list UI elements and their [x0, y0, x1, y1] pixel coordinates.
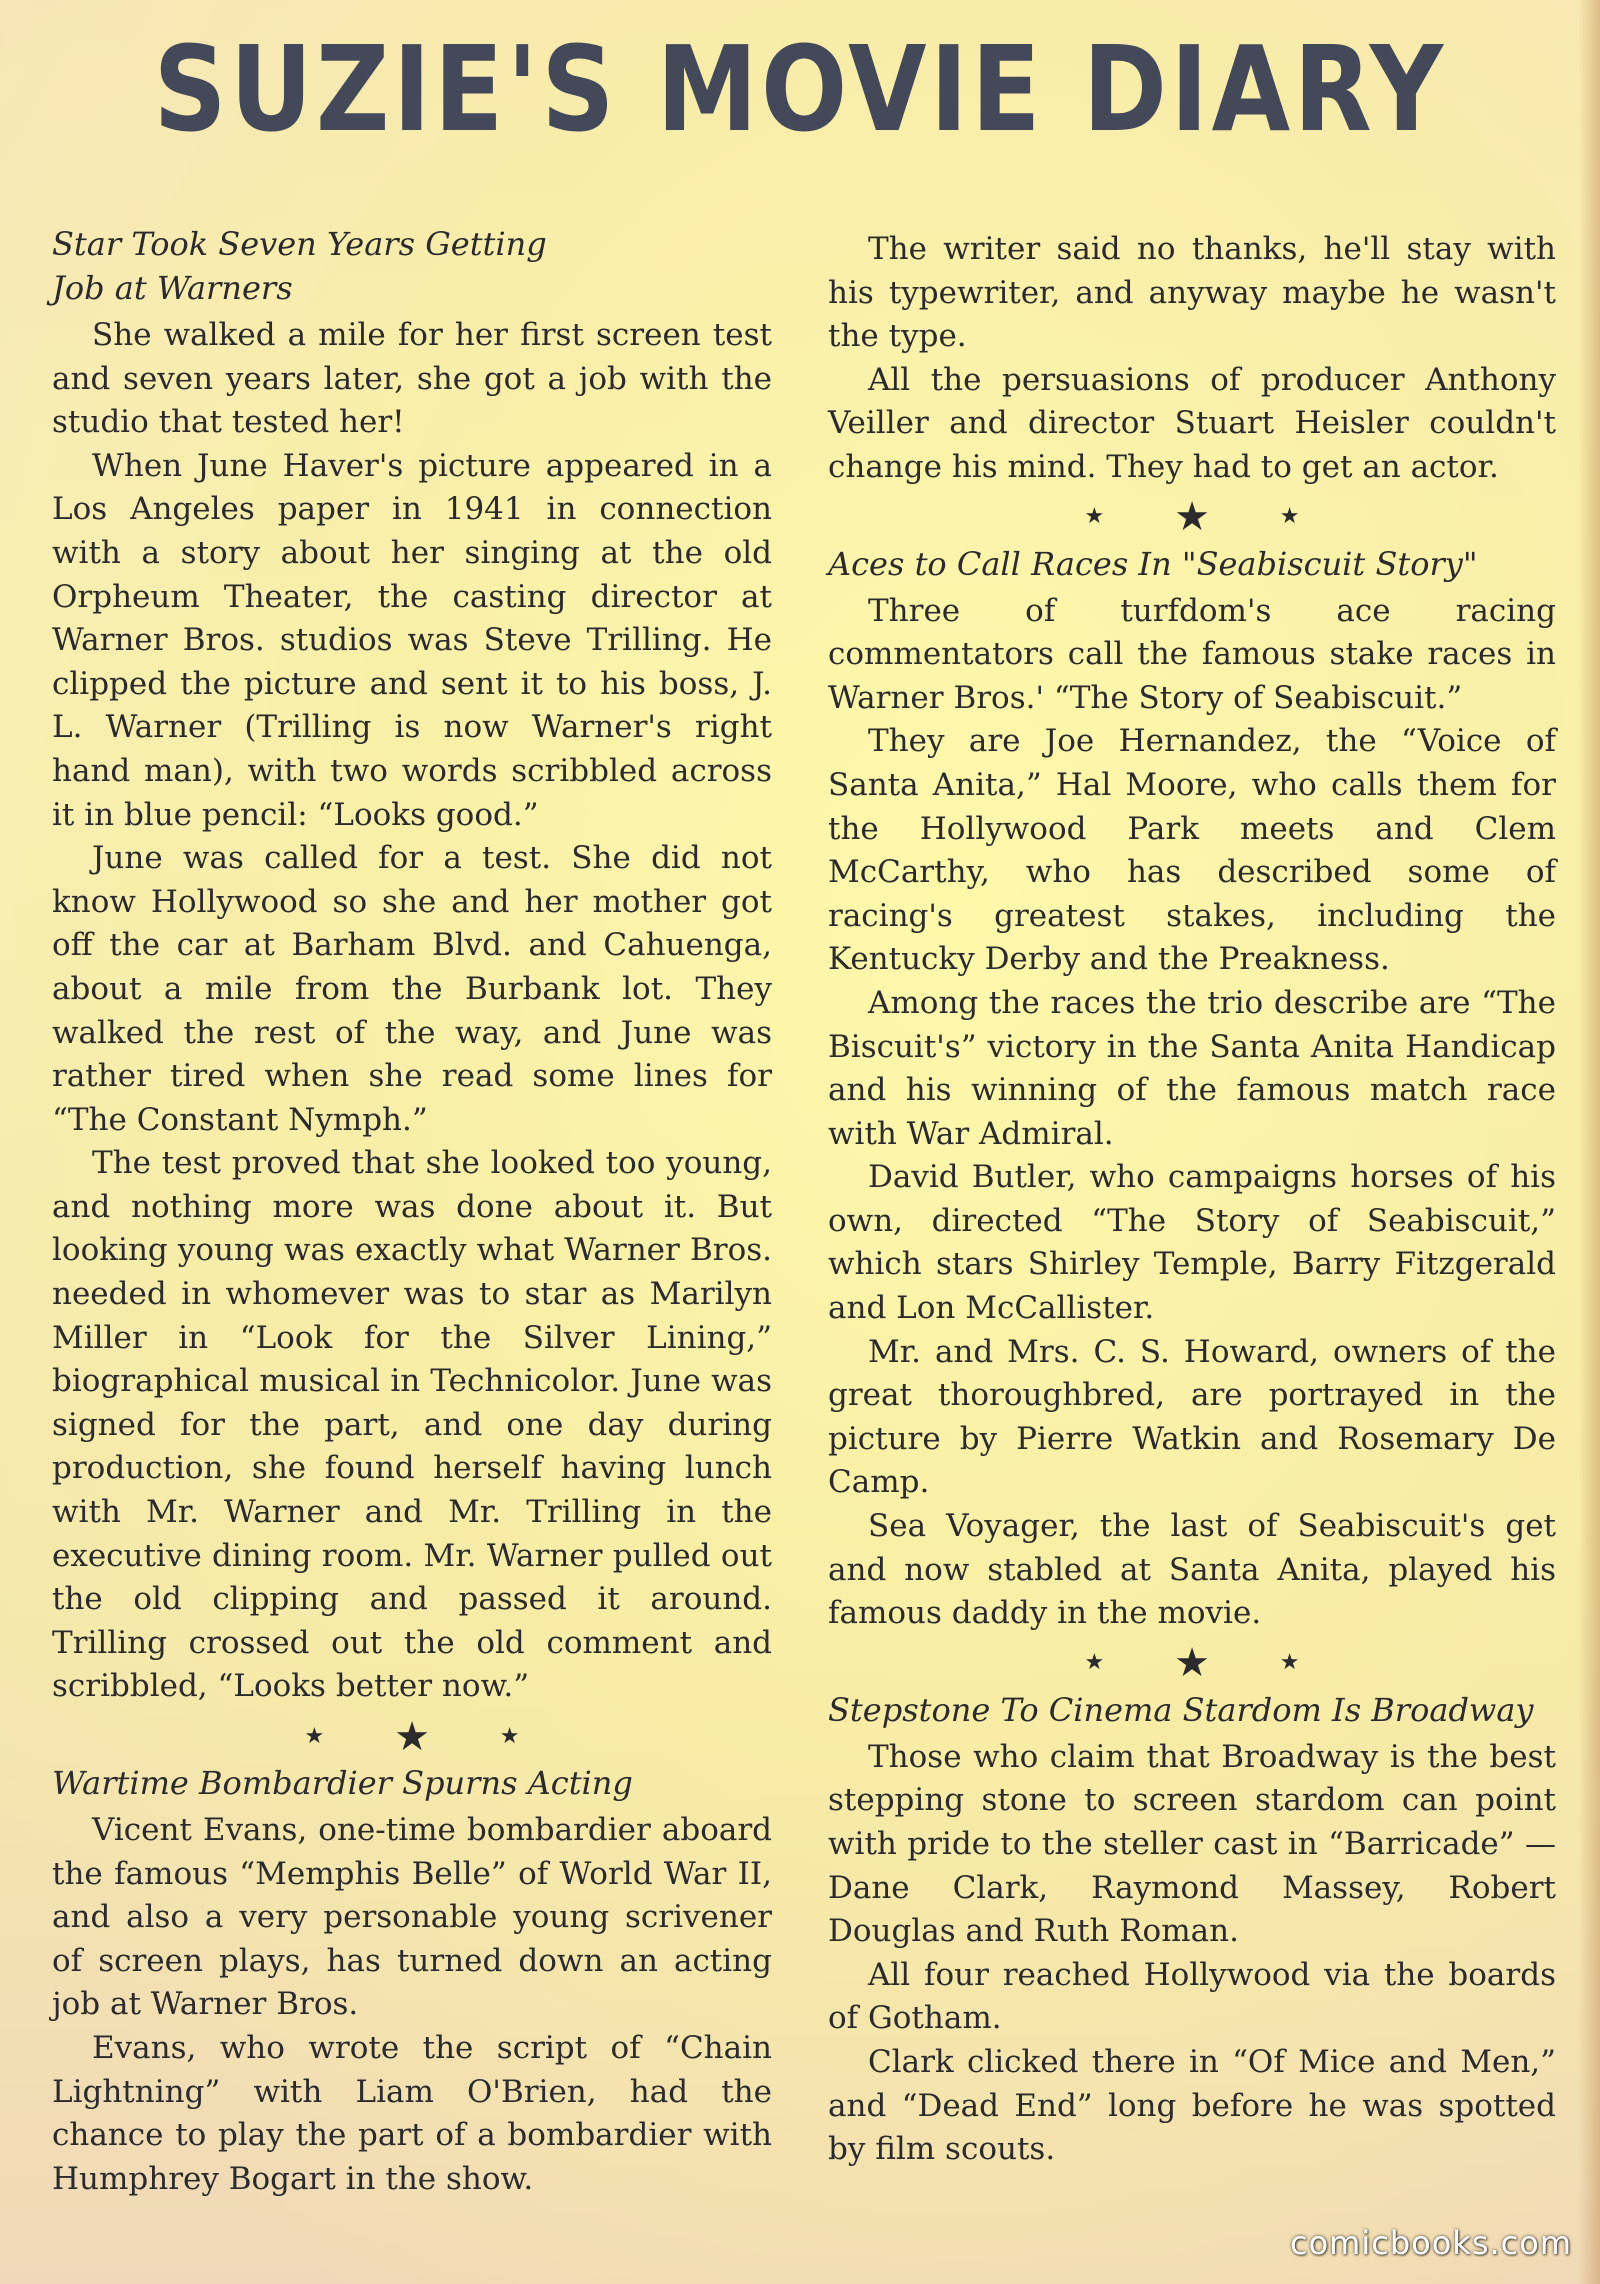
- article-headline: Stepstone To Cinema Stardom Is Broadway: [828, 1690, 1534, 1729]
- article-paragraph: Mr. and Mrs. C. S. Howard, owners of the great thoroughbred, are portrayed in the picture by Pierre Watkin and Rosemary De Camp.: [828, 1333, 1556, 1501]
- star-icon: ★: [394, 1713, 430, 1760]
- article-paragraph: When June Haver's picture appeared in a Los Angeles paper in 1941 in connection with a story about her singing at the old Orpheum Theater, the casting director at Warner Bros. studios was Steve Trilling. He clipped the picture and sent it to his boss, J. L. Warner (Trilling is now Warner's right hand man), with two words scribbled across it in blue pencil: “Looks good.”: [52, 447, 772, 833]
- star-icon: ★: [1084, 1650, 1105, 1676]
- article-paragraph: Clark clicked there in “Of Mice and Men,” and “Dead End” long before he was spotted by film scouts.: [828, 2043, 1556, 2168]
- left-column: [52, 222, 772, 2201]
- article-headline: Star Took Seven Years Getting: [52, 225, 547, 263]
- right-column: [828, 228, 1556, 2172]
- article-paragraph: June was called for a test. She did not know Hollywood so she and her mother got off the car at Barham Blvd. and Cahuenga, about a mile from the Burbank lot. They walked the rest of the way, and June was rather tired when she read some lines for “The Constant Nymph.”: [52, 840, 772, 1138]
- article-paragraph: Vicent Evans, one-time bombardier aboard the famous “Memphis Belle” of World War II, and also a very personable young scrivener of screen plays, has turned down an acting job at Warner Bros.: [52, 1812, 772, 2023]
- article-paragraph: All four reached Hollywood via the boards of Gotham.: [828, 1956, 1556, 2037]
- article-paragraph: The writer said no thanks, he'll stay with his typewriter, and anyway maybe he wasn't the type.: [828, 231, 1556, 355]
- article-paragraph: All the persuasions of producer Anthony Veiller and director Stuart Heisler couldn't change his mind. They had to get an actor.: [828, 361, 1556, 485]
- star-divider: [828, 494, 1556, 541]
- article-paragraph: They are Joe Hernandez, the “Voice of Santa Anita,” Hal Moore, who calls them for the Hollywood Park meets and Clem McCarthy, who has described some of racing's greatest stakes, including the Kentucky Derby and the Preakness.: [828, 723, 1556, 978]
- star-icon: ★: [304, 1723, 325, 1749]
- article-headline: Job at Warners: [52, 269, 293, 307]
- star-icon: ★: [1174, 1640, 1210, 1687]
- article-paragraph: Among the races the trio describe are “The Biscuit's” victory in the Santa Anita Handicap and his winning of the famous match race with War Admiral.: [828, 984, 1556, 1152]
- star-divider: [52, 1713, 772, 1760]
- star-icon: ★: [1084, 504, 1105, 530]
- star-icon: ★: [1279, 504, 1300, 530]
- site-watermark: comicbooks.com: [1289, 2224, 1572, 2262]
- article-paragraph: Three of turfdom's ace racing commentators call the famous stake races in Warner Bros.' “The Story of Seabiscuit.”: [828, 592, 1556, 716]
- star-icon: ★: [499, 1723, 520, 1749]
- article-paragraph: She walked a mile for her first screen test and seven years later, she got a job with the studio that tested her!: [52, 317, 772, 441]
- article-paragraph: Sea Voyager, the last of Seabiscuit's get and now stabled at Santa Anita, played his famous daddy in the movie.: [828, 1508, 1556, 1632]
- star-divider: [828, 1640, 1556, 1687]
- article-paragraph: David Butler, who campaigns horses of his own, directed “The Story of Seabiscuit,” which stars Shirley Temple, Barry Fitzgerald and Lon McCallister.: [828, 1159, 1556, 1327]
- star-icon: ★: [1174, 494, 1210, 541]
- page-edge-shadow: [1578, 0, 1600, 2284]
- star-icon: ★: [1279, 1650, 1300, 1676]
- article-paragraph: Evans, who wrote the script of “Chain Lightning” with Liam O'Brien, had the chance to play the part of a bombardier with Humphrey Bogart in the show.: [52, 2029, 772, 2197]
- article-paragraph: Those who claim that Broadway is the best stepping stone to screen stardom can point with pride to the steller cast in “Barricade” — Dane Clark, Raymond Massey, Robert Douglas and Ruth Roman.: [828, 1738, 1556, 1950]
- page-title: SUZIE'S MOVIE DIARY: [153, 20, 1447, 158]
- article-paragraph: The test proved that she looked too young, and nothing more was done about it. But looking young was exactly what Warner Bros. needed in whomever was to star as Marilyn Miller in “Look for the Silver Lining,” biographical musical in Technicolor. June was signed for the part, and one day during production, she found herself having lunch with Mr. Warner and Mr. Trilling in the executive dining room. Mr. Warner pulled out the old clipping and passed it around. Trilling crossed out the old comment and scribbled, “Looks better now.”: [52, 1145, 772, 1705]
- article-headline: Aces to Call Races In "Seabiscuit Story": [828, 544, 1478, 583]
- article-headline: Wartime Bombardier Spurns Acting: [52, 1764, 633, 1802]
